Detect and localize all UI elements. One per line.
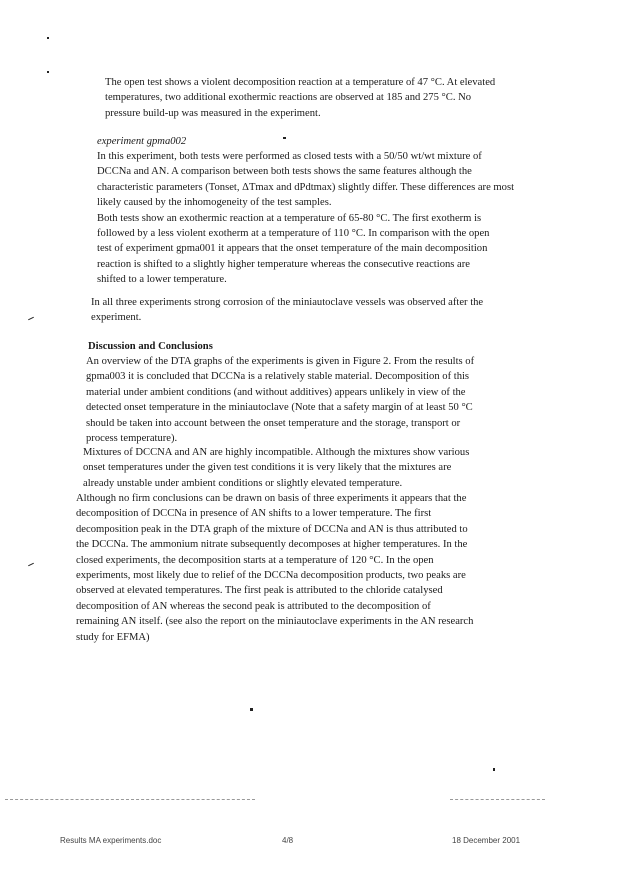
text-line: gpma003 it is concluded that DCCNa is a relatively stable material. Decomposition of this xyxy=(86,371,470,383)
scan-speck xyxy=(28,317,34,320)
text-line: In this experiment, both tests were performed as closed tests with a 50/50 wt/wt mixture of xyxy=(97,151,482,162)
text-line: likely caused by the inhomogeneity of the test samples. xyxy=(97,197,332,209)
text-line: already unstable under ambient conditions or slightly elevated temperature. xyxy=(83,477,403,489)
text-line: pressure build-up was measured in the experiment. xyxy=(105,107,321,119)
text-line: reaction is shifted to a slightly higher temperature whereas the consecutive reactions are xyxy=(97,258,470,270)
scan-speck xyxy=(47,71,49,73)
text-line: process temperature). xyxy=(86,433,178,445)
scan-dash-line xyxy=(450,799,545,801)
paragraph-discussion-3 xyxy=(76,491,473,645)
scan-speck xyxy=(47,37,49,39)
text-line: DCCNa and AN. A comparison between both tests shows the same features although the xyxy=(97,166,472,178)
paragraph-discussion-2 xyxy=(83,445,469,491)
text-line: The open test shows a violent decomposition reaction at a temperature of 47 °C. At elevated xyxy=(105,77,496,88)
text-line: material under ambient conditions (and without additives) appears unlikely in view of the xyxy=(86,386,466,398)
text-line: test of experiment gpma001 it appears that the onset temperature of the main decomposition xyxy=(97,243,488,255)
text-line: closed experiments, the decomposition starts at a temperature of 120 °C. In the open xyxy=(76,554,434,566)
scan-dash-line xyxy=(5,799,255,801)
text-line: temperatures, two additional exothermic reactions are observed at 185 and 275 °C. No xyxy=(105,92,472,104)
text-line: In all three experiments strong corrosion of the miniautoclave vessels was observed after the xyxy=(91,297,484,308)
text-line: study for EFMA) xyxy=(76,631,150,643)
text-line: detected onset temperature in the miniautoclave (Note that a safety margin of at least 50 °C xyxy=(86,402,473,414)
text-line: the DCCNa. The ammonium nitrate subsequently decomposes at higher temperatures. In the xyxy=(76,539,468,551)
text-line: Mixtures of DCCNA and AN are highly incompatible. Although the mixtures show various xyxy=(83,447,470,458)
paragraph-corrosion xyxy=(91,295,483,326)
text-line: Although no firm conclusions can be drawn on basis of three experiments it appears that the xyxy=(76,493,467,504)
text-line: onset temperatures under the given test conditions it is very likely that the mixtures are xyxy=(83,462,452,474)
experiment-heading: experiment gpma002 xyxy=(97,136,187,147)
scan-speck xyxy=(493,768,495,771)
text-line: decomposition of AN whereas the second peak is attributed to the decomposition of xyxy=(76,600,431,612)
text-line: should be taken into account between the onset temperature and the storage, transport or xyxy=(86,417,461,429)
paragraph-discussion-1 xyxy=(86,354,474,446)
text-line: Both tests show an exothermic reaction at a temperature of 65-80 °C. The first exotherm is xyxy=(97,212,482,224)
text-line: experiment. xyxy=(91,312,142,324)
footer-filename: Results MA experiments.doc xyxy=(60,836,162,845)
text-line: characteristic parameters (Tonset, ΔTmax and dPdtmax) slightly differ. These differences are most xyxy=(97,181,515,193)
scan-speck xyxy=(250,708,253,711)
paragraph-experiment-body xyxy=(97,149,514,288)
text-line: shifted to a lower temperature. xyxy=(97,274,227,286)
footer-date: 18 December 2001 xyxy=(452,836,521,845)
footer-page-number: 4/8 xyxy=(282,836,294,845)
text-line: remaining AN itself. (see also the report on the miniautoclave experiments in the AN research xyxy=(76,616,474,628)
text-line: decomposition of DCCNa in presence of AN shifts to a lower temperature. The first xyxy=(76,508,432,520)
text-line: decomposition peak in the DTA graph of the mixture of DCCNa and AN is thus attributed to xyxy=(76,523,468,535)
scan-speck xyxy=(28,563,34,566)
text-line: experiments, most likely due to relief of the DCCNa decomposition products, two peaks are xyxy=(76,570,466,582)
text-line: followed by a less violent exotherm at a temperature of 110 °C. In comparison with the open xyxy=(97,228,490,240)
discussion-heading: Discussion and Conclusions xyxy=(88,341,213,352)
text-line: observed at elevated temperatures. The first peak is attributed to the chloride catalysed xyxy=(76,585,443,597)
scan-speck xyxy=(283,137,286,139)
text-line: An overview of the DTA graphs of the experiments is given in Figure 2. From the results of xyxy=(86,356,475,367)
paragraph-open-test xyxy=(105,75,495,121)
